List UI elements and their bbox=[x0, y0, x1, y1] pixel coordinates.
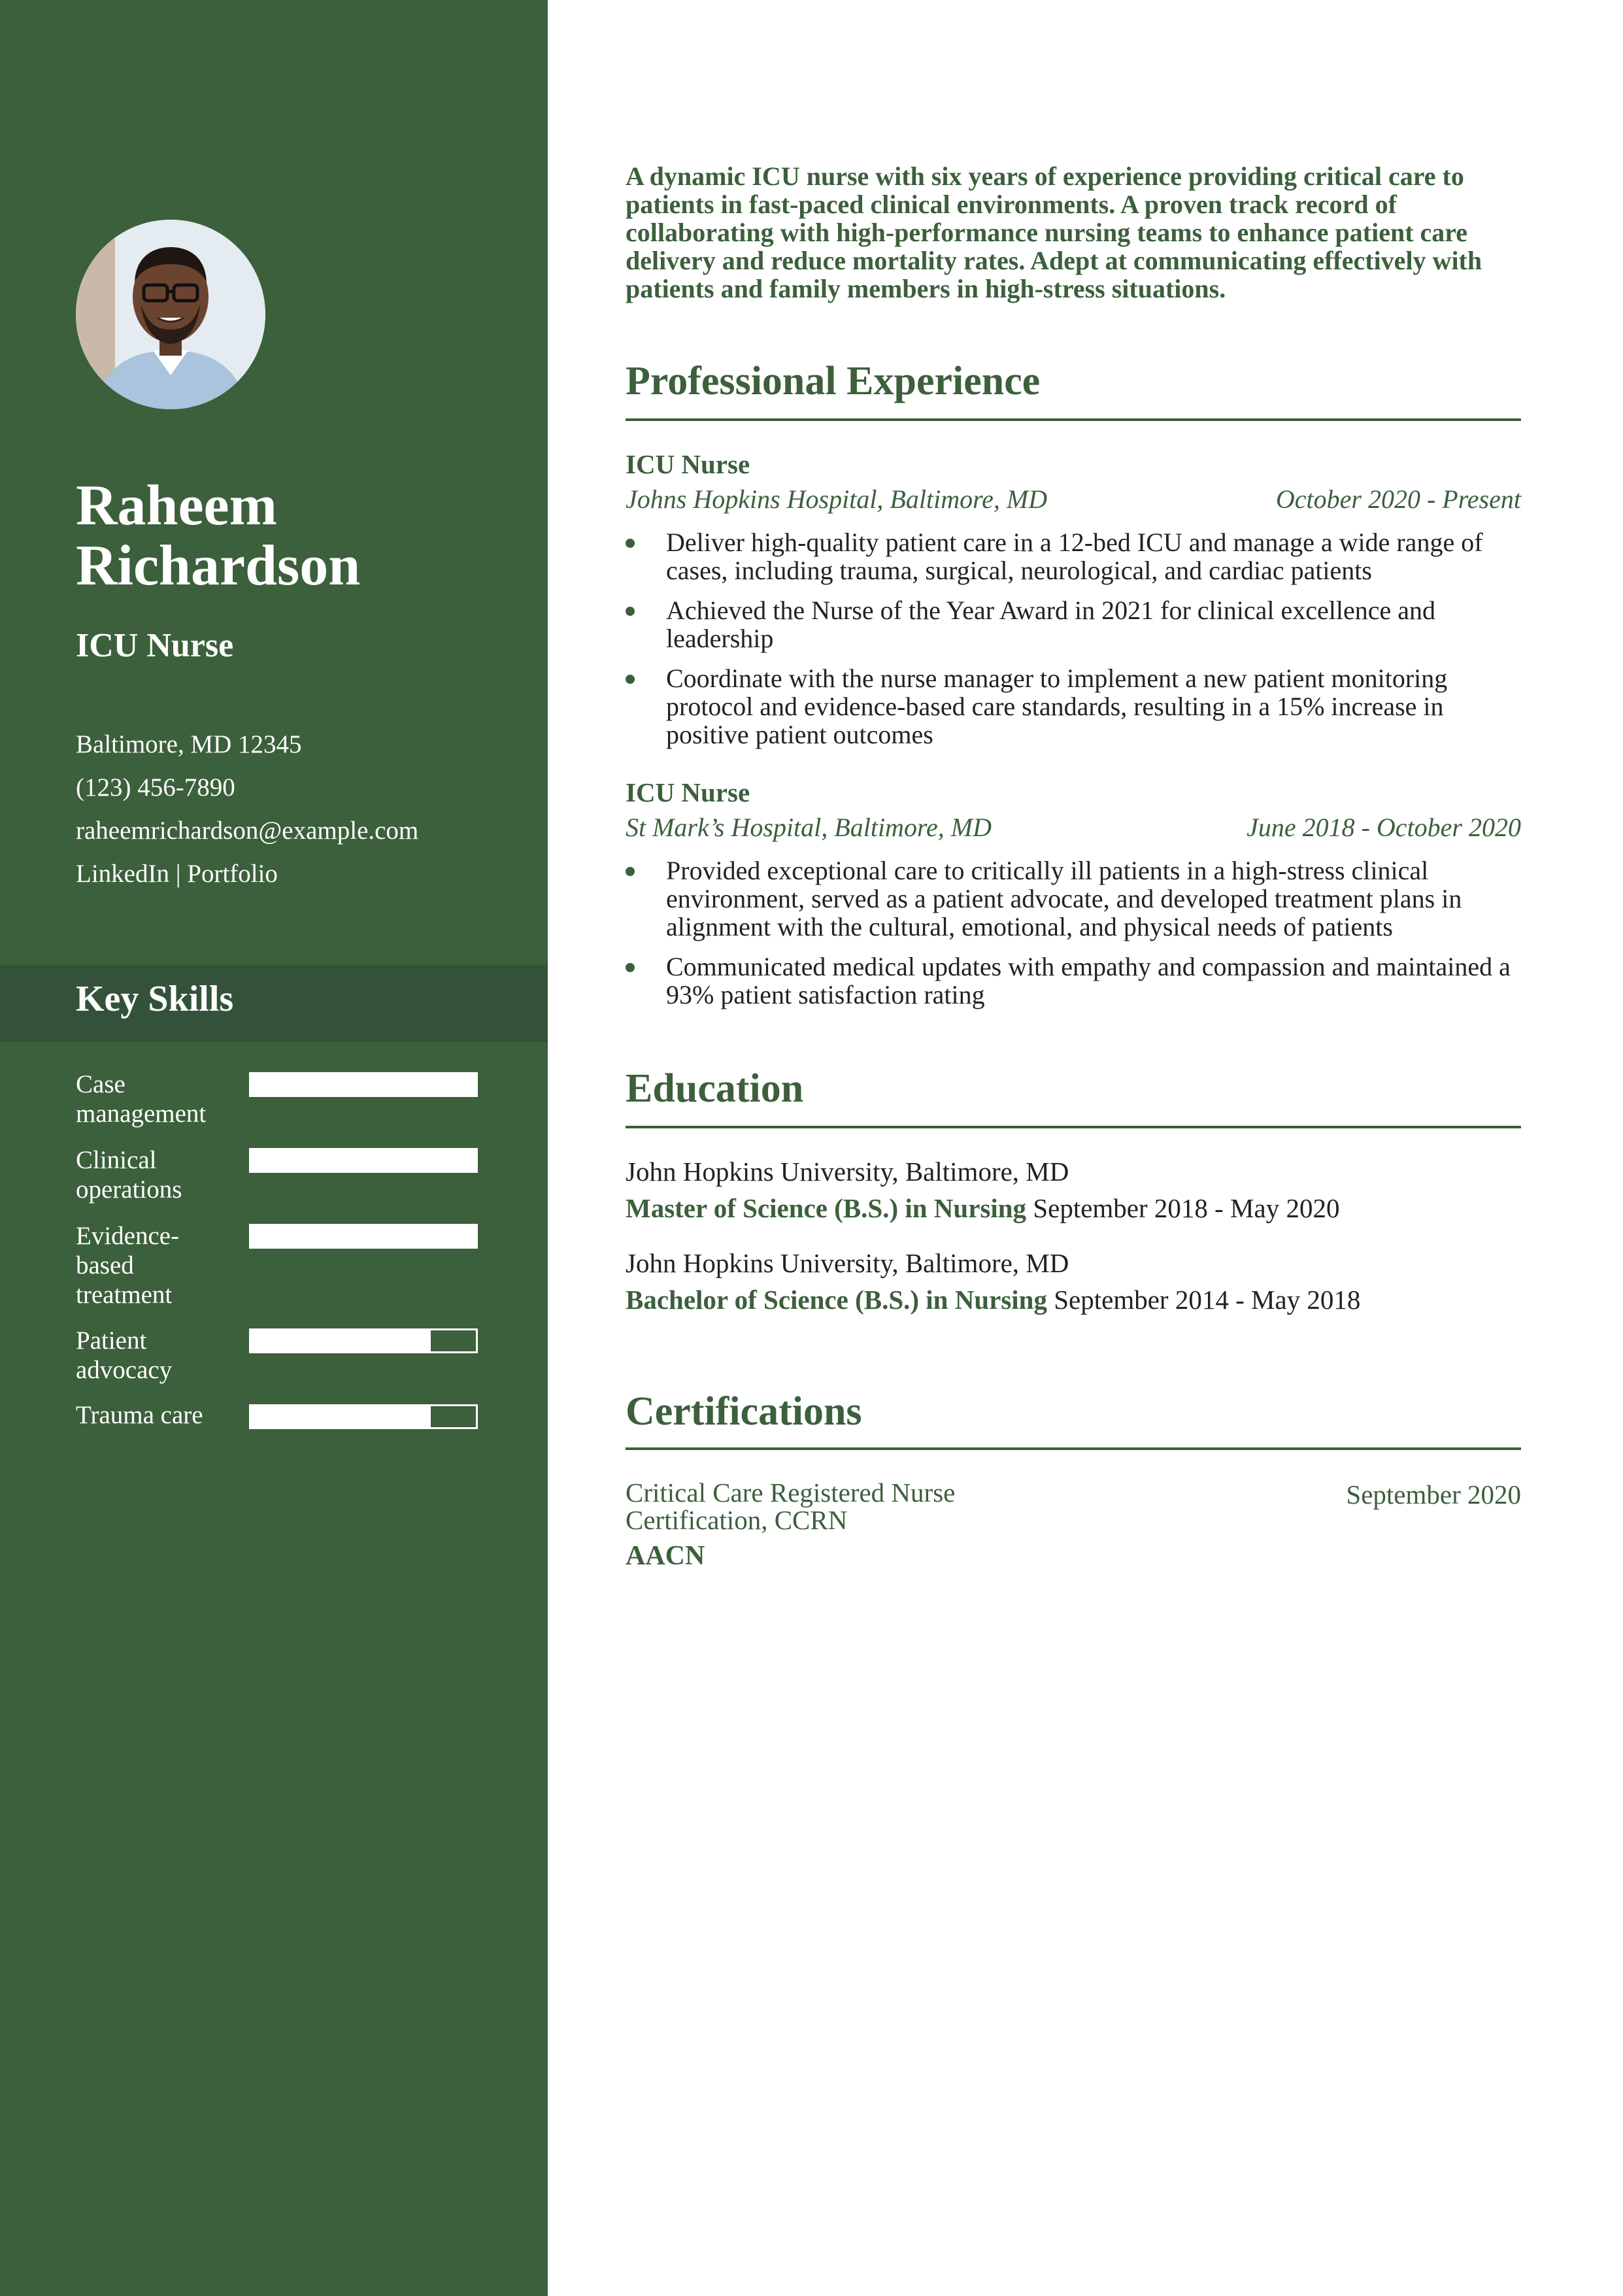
skill-bar-fill bbox=[251, 1330, 431, 1351]
bullet-dot-icon bbox=[626, 607, 635, 616]
education-dates: September 2014 - May 2018 bbox=[1054, 1285, 1361, 1315]
list-item bbox=[626, 596, 1521, 652]
bullet-text: Achieved the Nurse of the Year Award in 2021 for clinical excellence and leadership bbox=[666, 596, 1436, 653]
job-employer: Johns Hopkins Hospital, Baltimore, MD bbox=[626, 484, 1048, 514]
skills-title: Key Skills bbox=[76, 979, 234, 1019]
job-dates: June 2018 - October 2020 bbox=[1247, 813, 1521, 842]
skill-label: Trauma care bbox=[76, 1401, 203, 1429]
skill-label: Patient advocacy bbox=[76, 1326, 173, 1384]
job-role: ICU Nurse bbox=[76, 627, 234, 664]
divider bbox=[626, 1447, 1521, 1450]
education-degree: Bachelor of Science (B.S.) in Nursing bbox=[626, 1285, 1047, 1315]
candidate-name bbox=[76, 476, 520, 596]
avatar-illustration bbox=[76, 220, 265, 409]
bullet-text: Coordinate with the nurse manager to implement a new patient monitoring protocol and evidence-based care standards, resulting in a 15% increase in positive patient outcomes bbox=[666, 664, 1448, 749]
job-employer: St Mark’s Hospital, Baltimore, MD bbox=[626, 813, 992, 842]
summary: A dynamic ICU nurse with six years of experience providing critical care to patients in fast-paced clinical environments. A proven track record of collaborating with high-performance nursing teams to enhance patient care delivery and reduce mortality rates. Adept at communicating effectively with patients and family members in high-stress situations. bbox=[626, 161, 1482, 303]
skill-label: Case management bbox=[76, 1070, 207, 1128]
list-item bbox=[626, 664, 1521, 749]
bullet-dot-icon bbox=[626, 963, 635, 972]
profile-links[interactable]: LinkedIn | Portfolio bbox=[76, 860, 278, 888]
skill-bar-fill bbox=[251, 1226, 476, 1247]
skill-bar bbox=[249, 1148, 478, 1173]
bullet-dot-icon bbox=[626, 675, 635, 684]
job-dates: October 2020 - Present bbox=[1275, 484, 1521, 514]
divider bbox=[626, 418, 1521, 421]
address: Baltimore, MD 12345 bbox=[76, 730, 302, 758]
education-dates: September 2018 - May 2020 bbox=[1033, 1193, 1340, 1223]
education-school: John Hopkins University, Baltimore, MD bbox=[626, 1156, 1069, 1187]
email-link[interactable]: raheemrichardson@example.com bbox=[76, 817, 419, 845]
job-bullets bbox=[626, 528, 1521, 760]
skill-bar bbox=[249, 1404, 478, 1429]
profile-photo bbox=[76, 220, 265, 409]
sidebar bbox=[0, 0, 548, 2296]
bullet-dot-icon bbox=[626, 867, 635, 876]
certification-date: September 2020 bbox=[1346, 1479, 1521, 1510]
skill-bar bbox=[249, 1072, 478, 1097]
bullet-dot-icon bbox=[626, 539, 635, 548]
last-name: Richardson bbox=[76, 534, 361, 598]
bullet-text: Deliver high-quality patient care in a 12-bed ICU and manage a wide range of cases, including trauma, surgical, neurological, and cardiac patients bbox=[666, 528, 1483, 585]
certifications-title: Certifications bbox=[626, 1389, 862, 1434]
job-title: ICU Nurse bbox=[626, 449, 750, 479]
first-name: Raheem bbox=[76, 474, 277, 537]
skill-bar-fill bbox=[251, 1074, 476, 1095]
list-item bbox=[626, 528, 1521, 584]
job-title: ICU Nurse bbox=[626, 777, 750, 807]
bullet-text: Communicated medical updates with empathy and compassion and maintained a 93% patient satisfaction rating bbox=[666, 952, 1511, 1009]
list-item bbox=[626, 953, 1521, 1009]
certification-name: Critical Care Registered Nurse Certification, CCRN bbox=[626, 1477, 956, 1535]
education-degree-line bbox=[626, 1192, 1339, 1224]
divider bbox=[626, 1126, 1521, 1128]
skill-bar bbox=[249, 1328, 478, 1353]
bullet-text: Provided exceptional care to critically ill patients in a high-stress clinical environment, served as a patient advocate, and developed treatment plans in alignment with the cultural, emotional, and physical needs of patients bbox=[666, 856, 1462, 941]
education-degree: Master of Science (B.S.) in Nursing bbox=[626, 1193, 1027, 1223]
job-meta bbox=[626, 484, 1521, 515]
education-title: Education bbox=[626, 1066, 804, 1111]
job-bullets bbox=[626, 856, 1521, 1021]
certification-org: AACN bbox=[626, 1541, 705, 1571]
skill-bar-fill bbox=[251, 1150, 476, 1171]
skill-bar-fill bbox=[251, 1406, 431, 1427]
phone: (123) 456-7890 bbox=[76, 773, 235, 802]
experience-title: Professional Experience bbox=[626, 359, 1041, 403]
skill-label: Evidence-based treatment bbox=[76, 1222, 180, 1309]
job-meta bbox=[626, 812, 1521, 843]
list-item bbox=[626, 856, 1521, 941]
contact-info bbox=[76, 727, 418, 900]
skill-label: Clinical operations bbox=[76, 1146, 182, 1204]
education-degree-line bbox=[626, 1284, 1360, 1315]
skill-bar bbox=[249, 1224, 478, 1249]
education-school: John Hopkins University, Baltimore, MD bbox=[626, 1248, 1069, 1278]
